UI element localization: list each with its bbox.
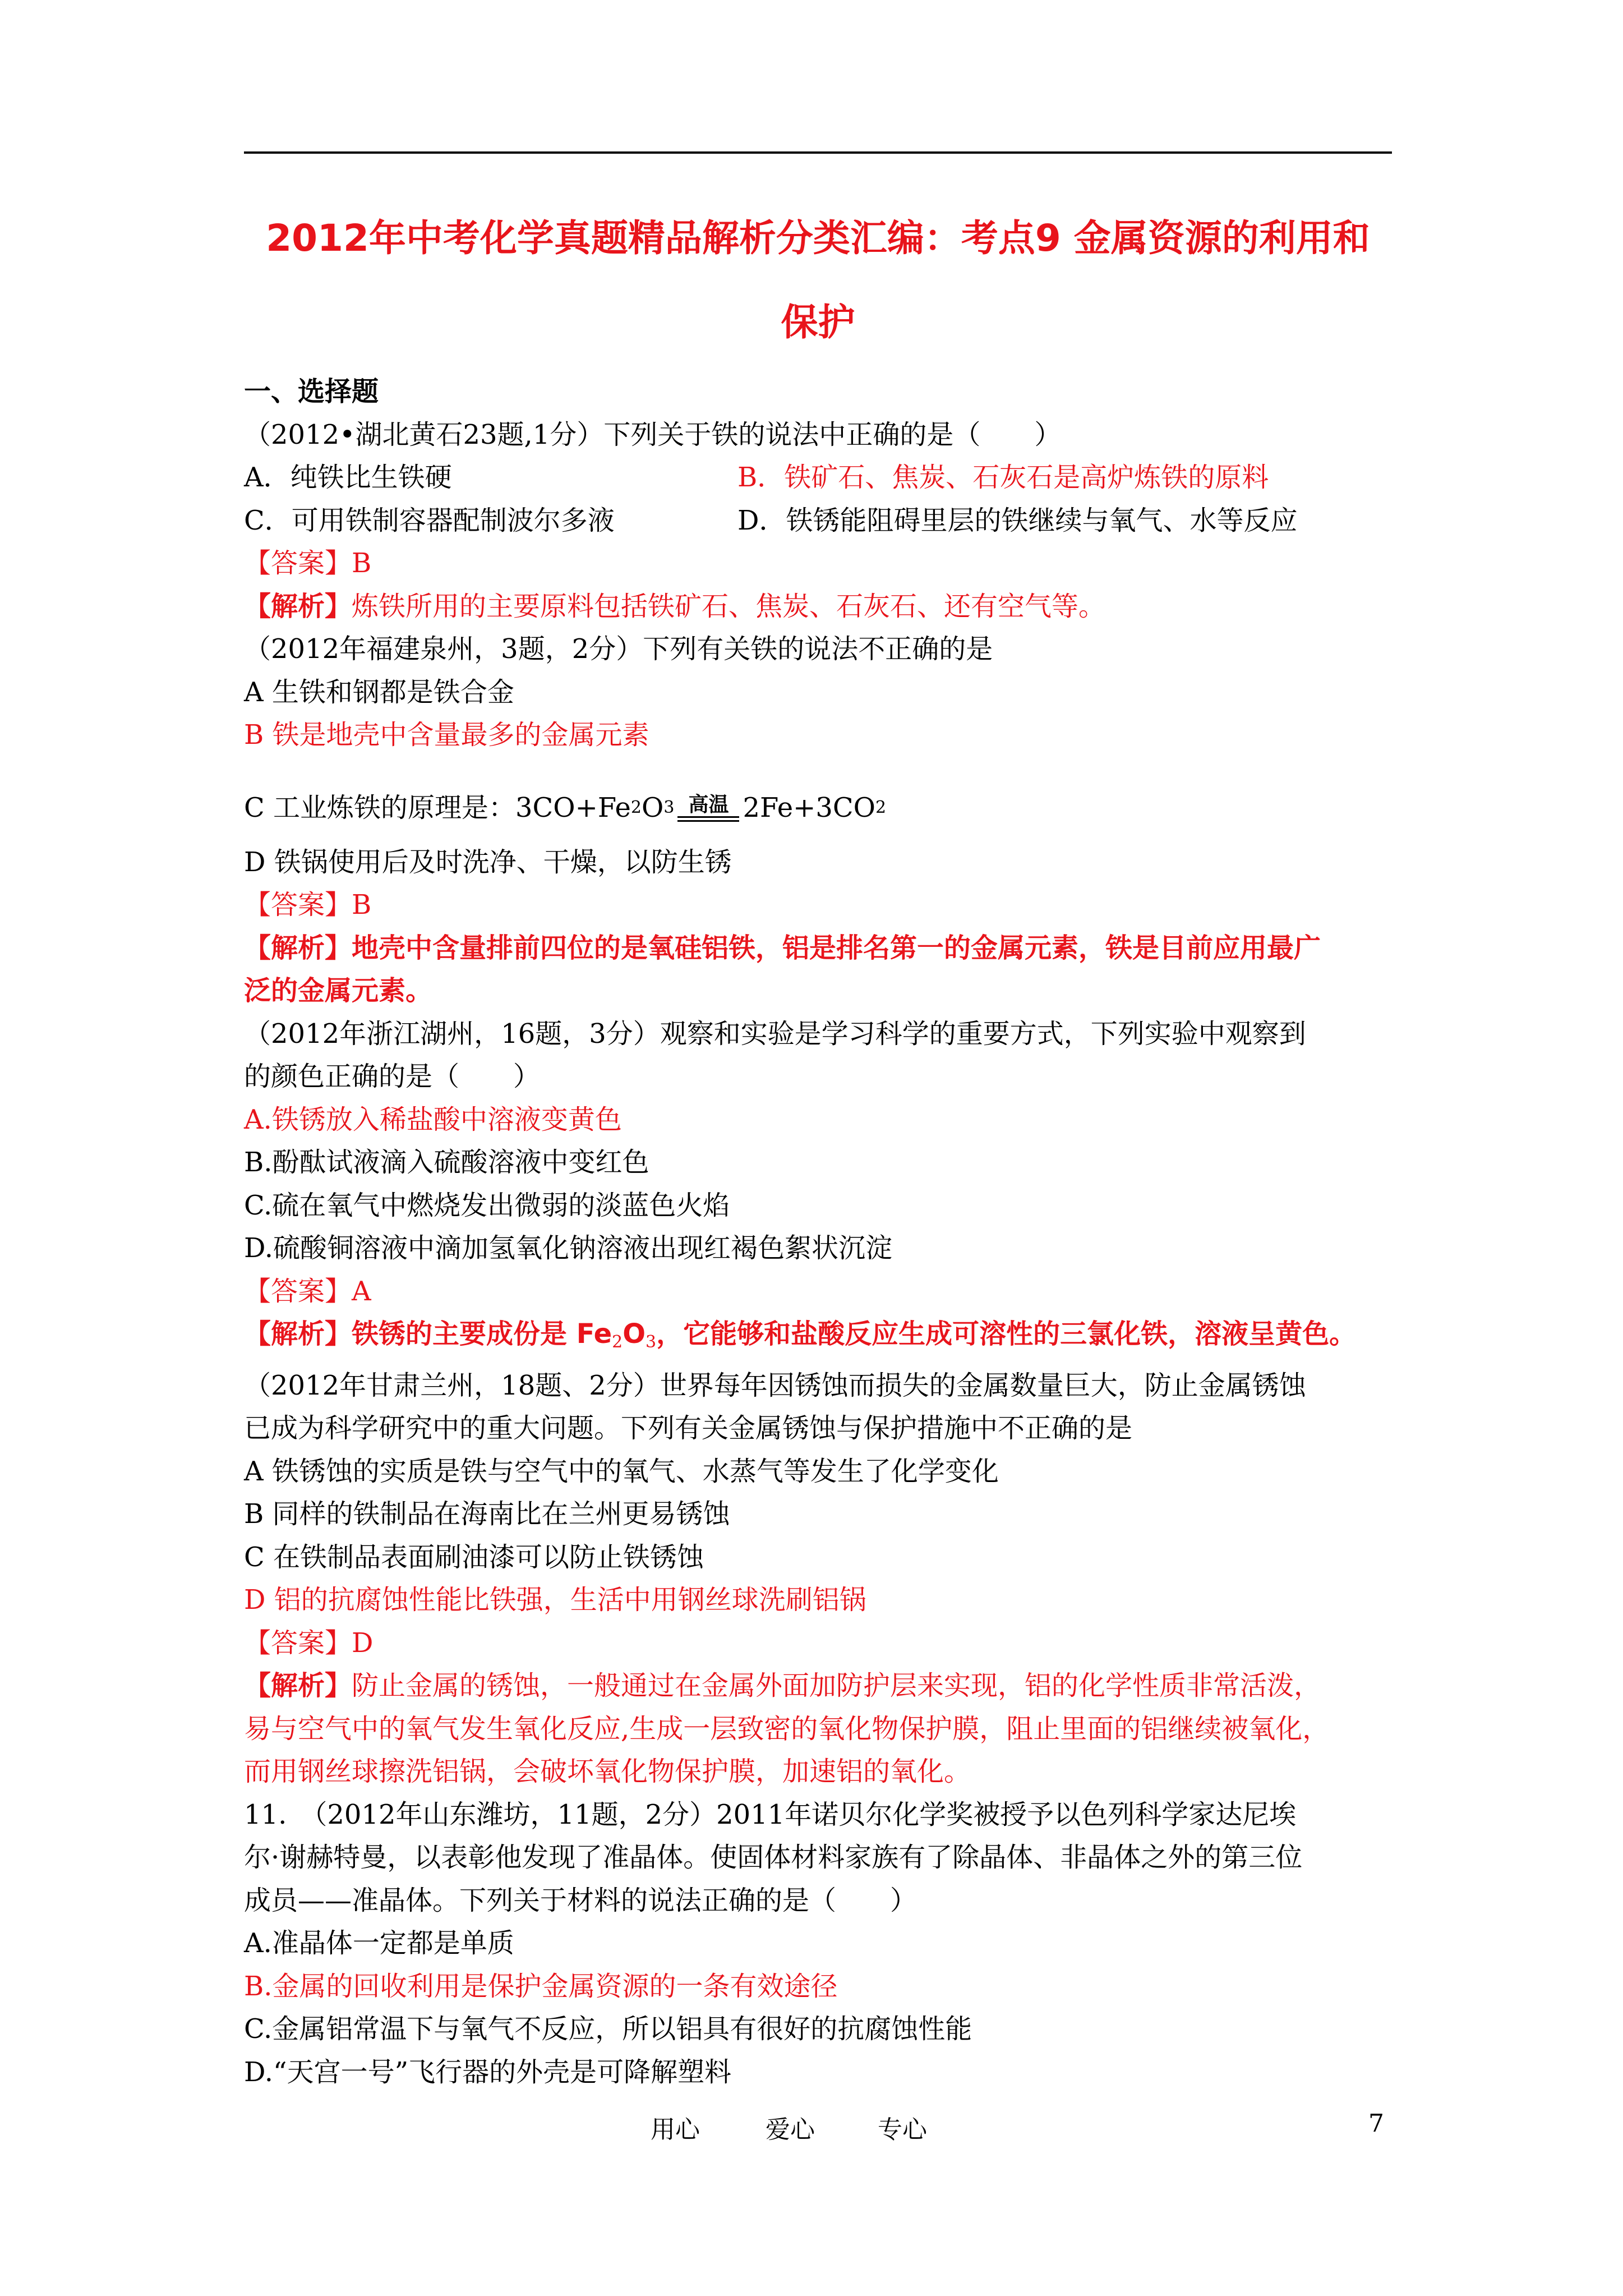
option-a: A.准晶体一定都是单质 [244,1927,514,1959]
question-stem: （2012•湖北黄石23题,1分）下列关于铁的说法中正确的是（ ） [244,418,1062,450]
reaction-condition: 高温 [677,794,739,830]
option-a: A．纯铁比生铁硬 [244,462,452,493]
option-a: A 铁锈蚀的实质是铁与空气中的氧气、水蒸气等发生了化学变化 [244,1455,999,1487]
option-d: D.硫酸铜溶液中滴加氢氧化钠溶液出现红褐色絮状沉淀 [244,1232,893,1264]
page-title: 2012年中考化学真题精品解析分类汇编：考点9 金属资源的利用和 [266,217,1370,260]
answer: 【答案】D [244,1627,374,1659]
question-stem: （2012年甘肃兰州，18题、2分）世界每年因锈蚀而损失的金属数量巨大，防止金属锈蚀 [244,1369,1306,1401]
option-a: A.铁锈放入稀盐酸中溶液变黄色 [244,1103,622,1135]
analysis: 【解析】铁锈的主要成份是 $Fe_2O_3$，它能够和盐酸反应生成可溶性的三氯化铁，溶液呈黄色。 [244,1318,1357,1352]
question-stem: （2012年浙江湖州，16题，3分）观察和实验是学习科学的重要方式，下列实验中观察到 [244,1018,1306,1050]
document-body [244,370,1394,2093]
question-stem-cont: 已成为科学研究中的重大问题。下列有关金属锈蚀与保护措施中不正确的是 [244,1412,1133,1444]
option-c: C．可用铁制容器配制波尔多液 [244,504,615,536]
option-a: A 生铁和钢都是铁合金 [244,676,514,708]
option-c: C.硫在氧气中燃烧发出微弱的淡蓝色火焰 [244,1189,730,1221]
analysis: 【解析】炼铁所用的主要原料包括铁矿石、焦炭、石灰石、还有空气等。 [244,590,1106,622]
option-b: B.金属的回收利用是保护金属资源的一条有效途径 [244,1970,838,2002]
question-stem-cont: 尔·谢赫特曼，以表彰他发现了准晶体。使固体材料家族有了除晶体、非晶体之外的第三位 [244,1842,1303,1873]
option-c: C.金属铝常温下与氧气不反应，所以铝具有很好的抗腐蚀性能 [244,2013,972,2045]
option-d: D 铁锅使用后及时洗净、干燥，以防生锈 [244,846,732,878]
answer: 【答案】B [244,889,372,921]
option-b: B 铁是地壳中含量最多的金属元素 [244,719,649,751]
page-number: 7 [1368,2109,1384,2138]
answer: 【答案】B [244,547,372,579]
analysis-cont: 易与空气中的氧气发生氧化反应,生成一层致密的氧化物保护膜，阻止里面的铝继续被氧化， [244,1713,1330,1745]
analysis: 【解析】地壳中含量排前四位的是氧硅铝铁，铝是排名第一的金属元素，铁是目前应用最广 [244,932,1321,964]
footer-motto: 用心 [651,2115,700,2144]
section-heading: 一、选择题 [244,376,379,407]
option-d: D 铝的抗腐蚀性能比铁强，生活中用钢丝球洗刷铝锅 [244,1584,866,1616]
analysis: 【解析】防止金属的锈蚀，一般通过在金属外面加防护层来实现，铝的化学性质非常活泼， [244,1670,1321,1701]
footer-motto: 专心 [878,2115,927,2144]
option-b: B.酚酞试液滴入硫酸溶液中变红色 [244,1147,649,1178]
option-b: B．铁矿石、焦炭、石灰石是高炉炼铁的原料 [737,462,1269,493]
option-row [244,499,1394,542]
header-rule [244,151,1392,154]
option-d: D．铁锈能阻碍里层的铁继续与氧气、水等反应 [737,504,1298,536]
answer: 【答案】A [244,1275,371,1307]
question-stem-cont: 的颜色正确的是（ ） [244,1061,541,1092]
option-c-equation: C 工业炼铁的原理是： 3CO+Fe 2 O 3 高温 2Fe+3CO 2 [244,757,1394,841]
option-c: C 在铁制品表面刷油漆可以防止铁锈蚀 [244,1541,704,1573]
page-title-cont: 保护 [781,301,855,344]
analysis-cont: 而用钢丝球擦洗铝锅，会破坏氧化物保护膜，加速铝的氧化。 [244,1756,971,1787]
footer-motto: 爱心 [766,2115,815,2144]
analysis-cont: 泛的金属元素。 [244,975,433,1006]
question-stem-cont: 成员——准晶体。下列关于材料的说法正确的是（ ） [244,1884,917,1916]
question-stem: 11. （2012年山东潍坊，11题，2分）2011年诺贝尔化学奖被授予以色列科学家达尼埃 [244,1798,1297,1830]
question-stem: （2012年福建泉州，3题，2分）下列有关铁的说法不正确的是 [244,633,993,665]
option-b: B 同样的铁制品在海南比在兰州更易锈蚀 [244,1498,730,1530]
option-d: D.“天宫一号”飞行器的外壳是可降解塑料 [244,2056,732,2088]
option-row [244,456,1394,499]
